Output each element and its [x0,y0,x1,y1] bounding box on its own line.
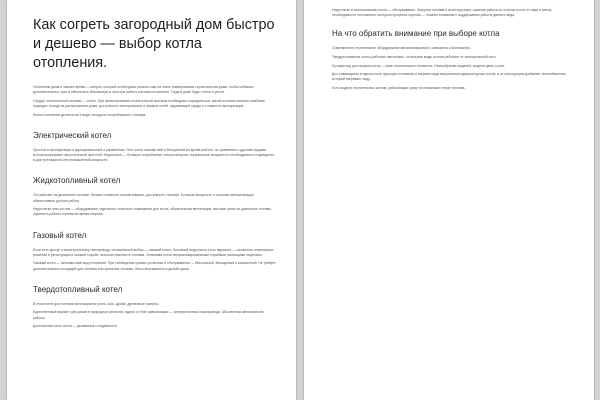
intro-paragraph: Котлы отопления делятся на 4 вида, исходя из потребляемого топлива. [33,112,147,117]
document-title: Как согреть загородный дом быстро и дешево — выбор котла отопления. [33,17,275,71]
section-paragraph: Достоинства этого котла — дешевизна и надежность. [33,324,118,329]
lead-paragraph: Недостатки в использовании котла — обслуживание. Загрузка топлива в котел вручную, суженая работа по очистке котла от сажи и пепла, необходимость постоянного контроля процесса горения — лишнее внимание к поддержанию работы данного вида. [332,8,553,18]
section-paragraph: Современное отопительное оборудование автоматизировано, компактно и экономично. [332,46,472,51]
section-heading-liquid-fuel: Жидкотопливный котел [33,176,121,186]
section-paragraph: Твердотопливные котлы работают автономно, остальные виды котлов работают от электрической сети. [332,55,497,59]
section-heading-choosing: На что обратить внимание при выборе котла [332,29,500,39]
section-heading-gas: Газовый котел [33,230,87,240]
intro-paragraph: Отопление дома в зимнее время — вопрос, который необходимо решить еще на этапе планирования строительства дома, чтобы избежать дополнительных трат и обеспечить безопасную и простую работу системы отопления. Тогда в доме будет тепло и уютно. [33,85,254,95]
section-paragraph: Простой в эксплуатации и функциональный в управлении. Этот котел компактный и бесшумный во время работы, по сравнению с другими видами котлов выигрывает экологической чистотой. Недостатки — большое потребление электроэнергии, ограничение мощности и необходимость подведения в дом трехфазной сети повышенной мощности. [33,147,274,163]
document-page-left [7,0,296,400]
section-heading-electric: Электрический котел [33,130,112,140]
section-paragraph: Газовый котел — экономичный вид отопления. При соблюдении правил установки и обслуживания — безопасный, бесшумный и компактный. Не требует дополнительных площадей для топлива или хранения топлива. Легко вписывается в дизайн дома. [33,261,276,271]
section-paragraph: В этом котле для топлива используются уголь, кокс, дрова, древесные гранулы. [33,301,160,306]
intro-paragraph: Сердце отопительной системы — котел. При проектировании отопительной системы необходимо определиться, какой источник энергии наиболее подходит, исходя из расположения дома, доступности электрических и газовых сетей, окружающей среды и стоимости эксплуатации. [33,98,266,108]
section-paragraph: Он работает на дизельном топливе. Низкая стоимость использования, доступность топлива. Большая мощность и хорошая автоматизация обеспечивают долгую работу. [33,193,254,203]
section-paragraph: Недостатки этих котлов — оборудование отдельного топочного помещения для котла, обязательная вентиляция, высокие цены на дизельное топливо, шумность работы горелки во время нагрева. [33,207,273,217]
section-paragraph: Для совмещения в одном котле функции отопления и нагрева воды выпускаются двухконтурные котлы, в их конструкцию добавлен теплообменник, который нагревает воду. [332,72,567,82]
section-paragraph: Есть модели отопительных котлов, работающих сразу на нескольких типах топлива. [332,85,466,90]
section-paragraph: Лучшим кпд для покупки котла — кпмк отопительного элемента. Разнообразие моделей, модели цены и рост. [332,63,506,68]
section-paragraph: Если есть доступ к магистральному газопроводу, оптимальный выбор — газовый котел. Основной недостаток этого варианта — сложность инженерных решений и регистрация в газовой службе, высокая опасность топлива. Установка котла специализированными службами, имеющими лицензию. [33,247,274,257]
section-heading-solid-fuel: Твердотопливный котел [33,284,123,294]
section-paragraph: Единственный вариант для домов в природных регионах, вдали от благ цивилизации — электричества и газопровода. Абсолютная автономность работы. [33,310,264,320]
document-page-right [304,0,594,400]
